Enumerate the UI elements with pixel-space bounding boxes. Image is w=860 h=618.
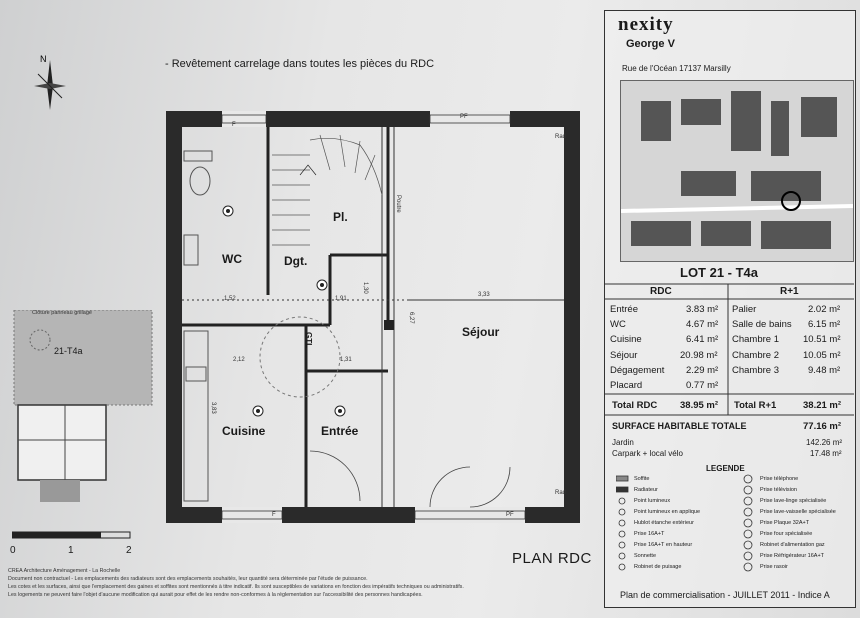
r1-row-value: 6.15 m² — [808, 319, 841, 330]
rdc-row-value: 4.67 m² — [686, 319, 719, 330]
surface-value: 77.16 m² — [803, 421, 842, 432]
r1-row-name: Salle de bains — [732, 319, 792, 330]
dim-1-30: 1,30 — [362, 282, 368, 294]
r1-row-name: Chambre 2 — [732, 350, 779, 361]
situation-map — [620, 80, 854, 262]
site-fence-label: Clôture panneau grillagé — [32, 310, 92, 316]
site-plan — [10, 310, 155, 510]
program-name: George V — [626, 38, 675, 50]
legend-item: Prise Plaque 32A+T — [760, 520, 810, 526]
dim-3-33: 3,33 — [478, 292, 490, 298]
footer-note-2: Les cotes et les surfaces, ainsi que l'emplacement des gaines et soffites sont mentionnés à titre indicatif. Ils sont susceptibles de variations en fonction des impératifs techniques ou administratifs. — [8, 584, 464, 590]
program-address: Rue de l'Océan 17137 Marsilly — [622, 64, 731, 73]
legend-item: Prise Réfrigérateur 16A+T — [760, 553, 825, 559]
carpark-label: Carpark + local vélo — [612, 449, 683, 458]
rdc-row-value: 2.29 m² — [686, 365, 719, 376]
room-sejour: Séjour — [462, 325, 500, 339]
legend-item: Soffite — [634, 476, 650, 482]
lot-title: LOT 21 - T4a — [680, 265, 759, 280]
jardin-value: 142.26 m² — [806, 438, 843, 447]
rdc-header: RDC — [650, 286, 672, 297]
legend-item: Prise téléphone — [760, 476, 799, 482]
legend-item: Prise rasoir — [760, 564, 788, 570]
room-placard: Pl. — [333, 210, 348, 224]
rdc-row-name: WC — [610, 319, 626, 330]
carpark-value: 17.48 m² — [810, 449, 842, 458]
footer-note-1: Document non contractuel - Les emplacements des radiateurs sont des emplacements souhaités, leur quantité sera déterminée par l'étude de puissance. — [8, 576, 368, 582]
legend-item: Robinet de puisage — [634, 564, 682, 570]
total-rdc-value: 38.95 m² — [680, 400, 719, 411]
r1-header: R+1 — [780, 286, 799, 297]
legend-symbols — [616, 474, 856, 574]
scale-bar — [12, 530, 142, 542]
rdc-row-name: Séjour — [610, 350, 638, 361]
scale-2: 2 — [126, 545, 132, 556]
scale-0: 0 — [10, 545, 16, 556]
r1-row-value: 10.51 m² — [803, 334, 841, 345]
footer-note-3: Les logements ne peuvent faire l'objet d'aucune modification qui aurait pour effet de les rendre non-conformes à la réglementation sur l'accessibilité des personnes handicapées. — [8, 592, 423, 598]
legend-item: Point lumineux en applique — [634, 509, 701, 515]
brand-logo: nexity — [618, 14, 674, 35]
rdc-row-name: Cuisine — [610, 334, 642, 345]
dim-6-27: 6,27 — [408, 312, 414, 324]
total-r1-value: 38.21 m² — [803, 400, 842, 411]
total-rdc-label: Total RDC — [612, 400, 658, 411]
rdc-row-name: Dégagement — [610, 365, 665, 376]
room-entree: Entrée — [321, 424, 359, 438]
dim-3-83: 3,83 — [210, 402, 216, 414]
window-pf-bottom: PF — [506, 512, 514, 518]
svg-text:N: N — [40, 54, 47, 64]
plan-title: PLAN RDC — [512, 550, 592, 567]
legend-item: Prise 16A+T — [634, 531, 665, 537]
site-lot-label: 21-T4a — [54, 346, 83, 356]
rdc-row-name: Entrée — [610, 304, 638, 315]
scale-1: 1 — [68, 545, 74, 556]
window-pf-top: PF — [460, 114, 468, 120]
floor-plan — [160, 95, 600, 535]
poutre-label: Poutre — [395, 195, 401, 213]
radiator-label-top: Rad — [555, 134, 567, 140]
footer-architect: CREA Architecture Aménagement - La Rochelle — [8, 568, 121, 574]
room-wc: WC — [222, 252, 242, 266]
legend-item: Sonnette — [634, 553, 657, 559]
surface-label: SURFACE HABITABLE TOTALE — [612, 421, 747, 431]
r1-row-value: 10.05 m² — [803, 350, 841, 361]
total-r1-label: Total R+1 — [734, 400, 777, 411]
legend-item: Prise télévision — [760, 487, 797, 493]
legend-item: Prise lave-vaisselle spécialisée — [760, 509, 836, 515]
window-f-top: F — [232, 122, 236, 128]
legend-item: Hublot étanche extérieur — [634, 520, 694, 526]
rdc-row-value: 3.83 m² — [686, 304, 719, 315]
legend-item: Robinet d'alimentation gaz — [760, 542, 825, 548]
commercial-note: Plan de commercialisation - JUILLET 2011 - Indice A — [620, 590, 830, 600]
r1-row-name: Palier — [732, 304, 757, 315]
jardin-label: Jardin — [612, 438, 634, 447]
rdc-row-value: 6.41 m² — [686, 334, 719, 345]
room-gtl: GTL — [304, 332, 313, 348]
dim-1-31: 1,31 — [340, 357, 352, 363]
dim-2-12: 2,12 — [233, 357, 245, 363]
room-cuisine: Cuisine — [222, 424, 266, 438]
rdc-row-value: 20.98 m² — [680, 350, 718, 361]
window-f-bottom: F — [272, 512, 276, 518]
rdc-row-value: 0.77 m² — [686, 380, 719, 391]
north-compass-icon — [30, 50, 70, 112]
room-degagement: Dgt. — [284, 254, 308, 268]
dim-1-91: 1,91 — [335, 296, 347, 302]
legend-item: Point lumineux — [634, 498, 671, 504]
legend-item: Prise four spécialisée — [760, 531, 813, 537]
legend-title: LEGENDE — [706, 464, 745, 473]
r1-row-value: 9.48 m² — [808, 365, 841, 376]
dim-1-52: 1,52 — [224, 296, 236, 302]
legend-item: Radiateur — [634, 487, 658, 493]
flooring-note: - Revêtement carrelage dans toutes les pièces du RDC — [165, 58, 435, 70]
r1-row-value: 2.02 m² — [808, 304, 841, 315]
radiator-label-bottom: Rad — [555, 490, 567, 496]
legend-item: Prise lave-linge spécialisée — [760, 498, 827, 504]
legend-item: Prise 16A+T en hauteur — [634, 542, 693, 548]
r1-row-name: Chambre 3 — [732, 365, 779, 376]
rdc-row-name: Placard — [610, 380, 643, 391]
r1-row-name: Chambre 1 — [732, 334, 779, 345]
